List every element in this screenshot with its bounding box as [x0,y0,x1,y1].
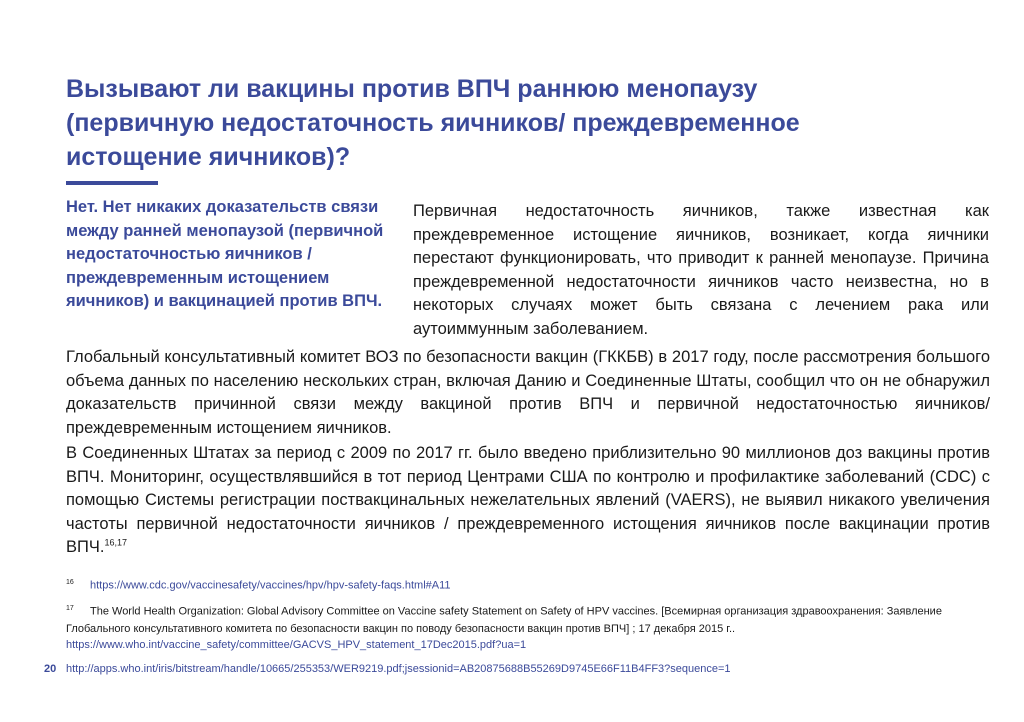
footnote-17-number: 17 [66,605,74,612]
footnote-16 [66,574,996,595]
body-paragraph-2 [66,442,990,560]
footnote-17-link-2-line [66,661,996,678]
page-number: 20 [44,663,57,675]
footnote-refs: 16,17 [104,537,127,548]
footnote-16-link[interactable]: https://www.cdc.gov/vaccinesafety/vaccines/hpv/hpv-safety-faqs.html#A11 [90,579,451,592]
intro-paragraph: Первичная недостаточность яичников, также известная как преждевременное истощение яичников, возникает, когда яичники перестают функционировать, что приводит к ранней менопаузе. Причина преждевременной недостаточности яичников часто неизвестна, но в некоторых случаях может быть связана с лечением рака или аутоиммунным заболеванием. [413,202,989,338]
footnote-17-link-2[interactable]: http://apps.who.int/iris/bitstream/handle/10665/255353/WER9219.pdf;jsessionid=AB20875688B55269D9745E66F11B4FF3?sequence=1 [66,663,731,675]
footnote-17 [66,600,996,638]
footnote-17-text: The World Health Organization: Global Advisory Committee on Vaccine safety Statement on Safety of HPV vaccines. [Всемирная организация здравоохранения: Заявление Глобального консультативного комитета по безопасности вакцин по поводу безопасности вакцин против ВПЧ] ; 17 декабря 2015 г.. [66,605,942,635]
title-underline [66,181,158,185]
footnote-17-link-1[interactable]: https://www.who.int/vaccine_safety/committee/GACVS_HPV_statement_17Dec2015.pdf?ua=1 [66,639,527,651]
lead-answer: Нет. Нет никаких доказательств связи между ранней менопаузой (первичной недостаточностью яичников / преждевременным истощением яичников) и вакцинацией против ВПЧ. [66,198,384,310]
body-paragraph-1: Глобальный консультативный комитет ВОЗ по безопасности вакцин (ГККБВ) в 2017 году, после рассмотрения большого объема данных по населению нескольких стран, включая Данию и Соединенные Штаты, сообщил что он не обнаружил доказательств причинной связи между вакциной против ВПЧ и первичной недостаточностью яичников/ преждевременным истощением яичников. [66,348,990,437]
footnote-17-link-1-line [66,637,996,654]
footnote-16-number: 16 [66,579,74,586]
body-paragraph-2-text: В Соединенных Штатах за период с 2009 по 2017 гг. было введено приблизительно 90 миллионов доз вакцины против ВПЧ. Мониторинг, осуществлявшийся в тот период Центрами США по контролю и профилактике заболеваний (CDC) с помощью Системы регистрации поствакцинальных нежелательных явлений (VAERS), не выявил никакого увеличения частоты первичной недостаточности яичников / преждевременного истощения яичников после вакцинации против ВПЧ. [66,444,990,556]
page-title: Вызывают ли вакцины против ВПЧ раннюю менопаузу (первичную недостаточность яичников/ преждевременное истощение яичников)? [66,75,800,171]
